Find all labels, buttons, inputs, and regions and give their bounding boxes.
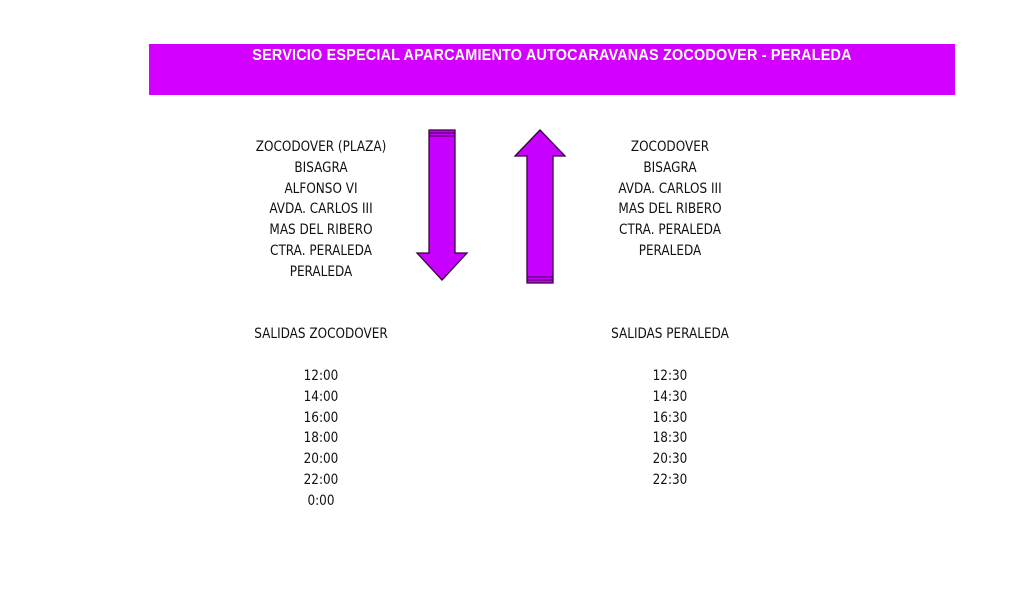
departure-time: 22:30: [652, 471, 688, 488]
outbound-times-list: [235, 366, 407, 512]
stop-item: CTRA. PERALEDA: [270, 242, 372, 259]
stop-item: PERALEDA: [289, 263, 353, 280]
departure-time: 20:30: [652, 451, 688, 468]
stop-item: PERALEDA: [638, 242, 702, 259]
departure-time: 12:00: [303, 368, 339, 384]
arrow-up-icon: [513, 128, 567, 286]
stop-item: BISAGRA: [294, 159, 348, 176]
stop-item: MAS DEL RIBERO: [269, 222, 373, 239]
departure-time: 14:00: [303, 388, 339, 405]
departure-time: 18:00: [303, 430, 339, 447]
stop-item: BISAGRA: [643, 159, 697, 176]
stop-item: ZOCODOVER (PLAZA): [255, 139, 387, 155]
inbound-departures-heading: SALIDAS PERALEDA: [611, 326, 729, 342]
stop-item: ALFONSO VI: [284, 180, 358, 197]
departure-time: 0:00: [307, 492, 335, 509]
outbound-departures-heading: SALIDAS ZOCODOVER: [254, 326, 388, 342]
departure-time: 12:30: [652, 368, 688, 384]
stop-item: CTRA. PERALEDA: [619, 222, 721, 239]
departure-time: 20:00: [303, 451, 339, 468]
page-title: SERVICIO ESPECIAL APARCAMIENTO AUTOCARAVANAS ZOCODOVER - PERALEDA: [252, 47, 852, 64]
inbound-times-list: [584, 366, 756, 491]
stop-item: MAS DEL RIBERO: [618, 201, 722, 218]
departure-time: 16:00: [303, 409, 339, 426]
departure-time: 16:30: [652, 409, 688, 426]
title-banner: [149, 44, 955, 95]
departure-time: 22:00: [303, 471, 339, 488]
arrow-down-icon: [415, 128, 469, 282]
inbound-stops-list: [584, 137, 756, 262]
outbound-stops-list: [235, 137, 407, 283]
stop-item: ZOCODOVER: [630, 139, 710, 155]
departure-time: 18:30: [652, 430, 688, 447]
stop-item: AVDA. CARLOS III: [269, 201, 373, 218]
departure-time: 14:30: [652, 388, 688, 405]
stop-item: AVDA. CARLOS III: [618, 180, 722, 197]
